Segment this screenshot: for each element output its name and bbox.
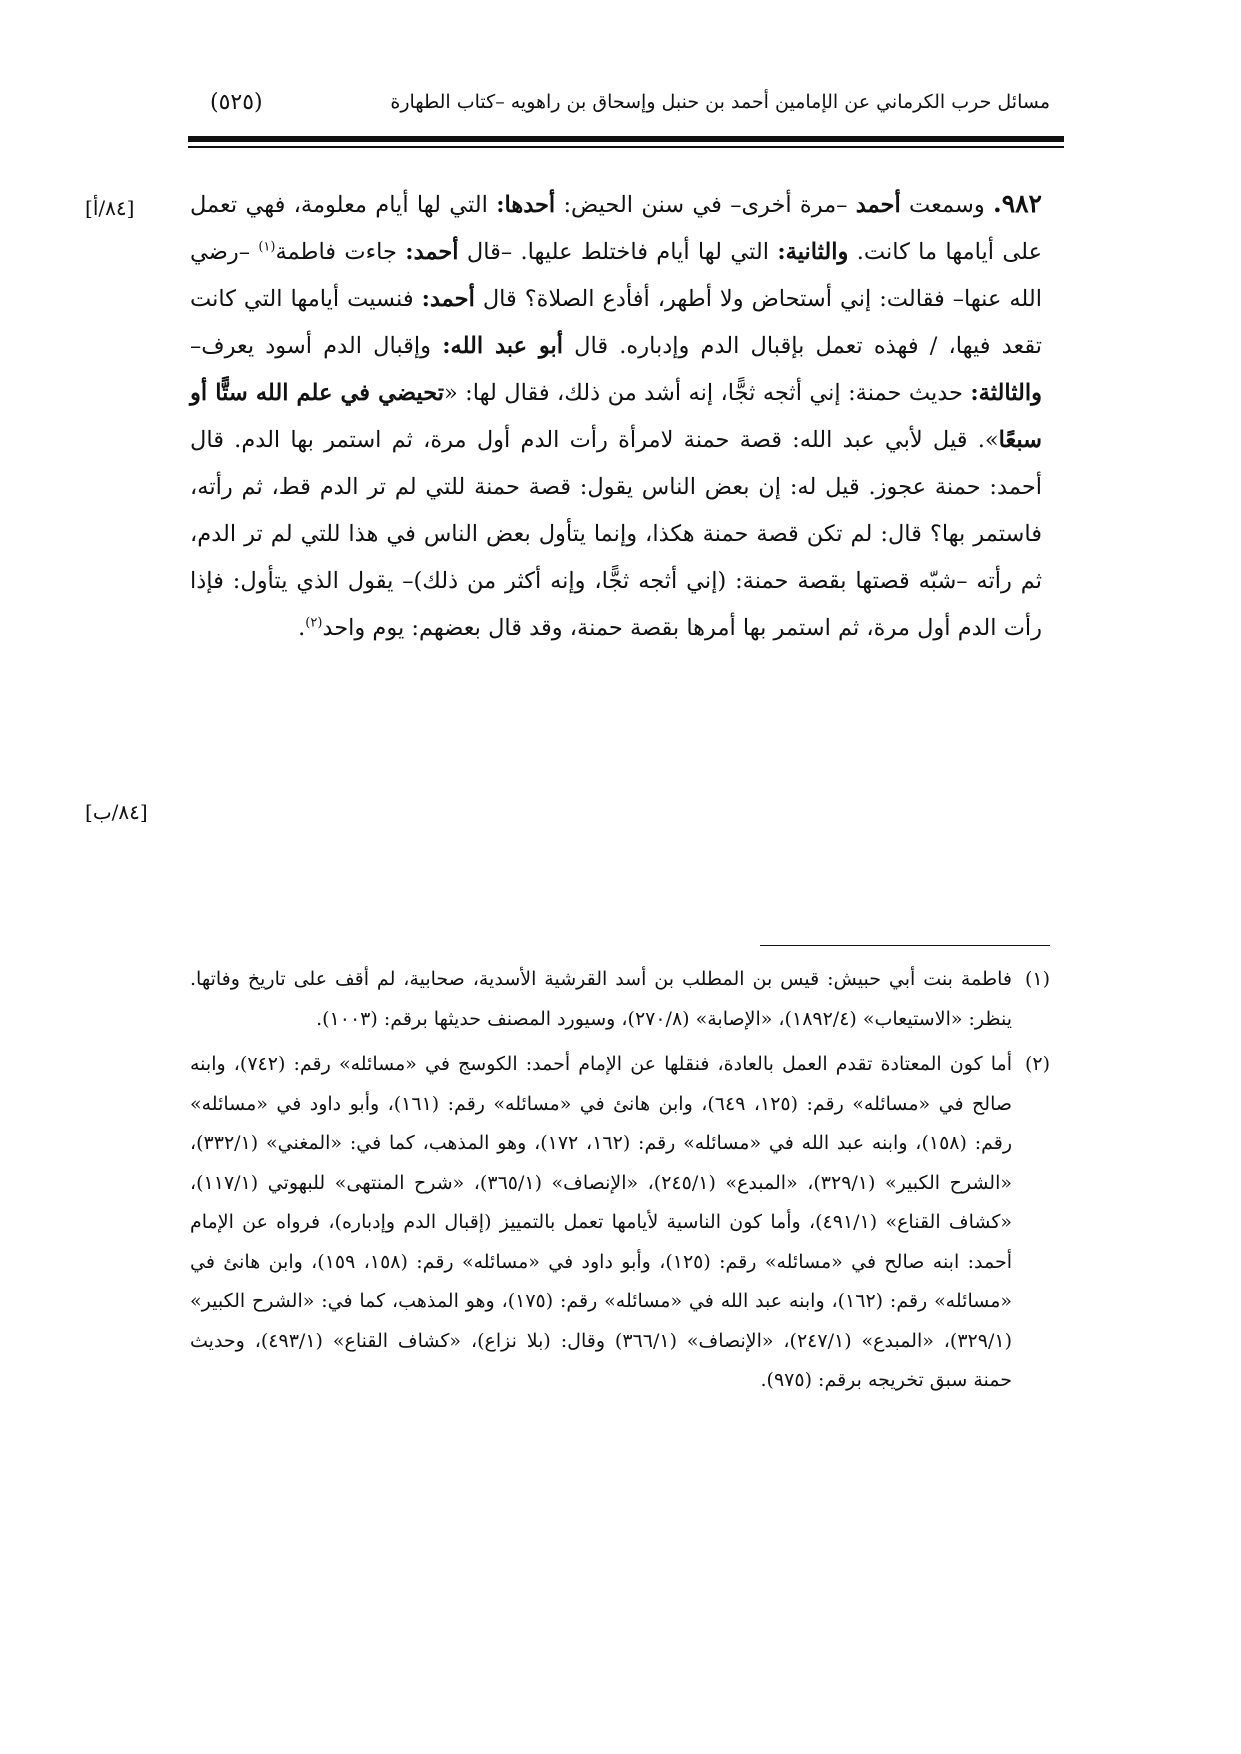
- bold-term: والثانية:: [777, 239, 849, 265]
- footnote-separator: [760, 945, 1050, 946]
- text-segment: جاءت فاطمة: [275, 239, 406, 265]
- footnote-text: فاطمة بنت أبي حبيش: قيس بن المطلب بن أسد القرشية الأسدية، صحابية، لم أقف على تاريخ وفاتها. ينظر: «الاستيعاب» (١٨٩٢/٤)، «الإصابة» (٢٧٠/٨)، وسيورد المصنف حديثها برقم: (١٠٠٣).: [190, 968, 1012, 1030]
- footnote-number: (١): [1024, 968, 1050, 990]
- footnote-ref: (٢): [305, 615, 323, 631]
- issue-paragraph: [190, 180, 1042, 652]
- manuscript-folio-ref-bottom: [٨٤/ب]: [85, 800, 148, 824]
- text-segment: .: [298, 615, 306, 641]
- bold-name: أحمد:: [421, 286, 475, 312]
- page-header: [190, 82, 1050, 122]
- footnotes: [190, 960, 1050, 1407]
- footnote-ref: (١): [258, 239, 276, 255]
- running-title: مسائل حرب الكرماني عن الإمامين أحمد بن حنبل وإسحاق بن راهويه –كتاب الطهارة: [390, 91, 1050, 113]
- text-segment: وإقبال الدم أسود يعرف–: [190, 333, 443, 359]
- text-segment: –مرة أخرى– في سنن الحيض:: [555, 192, 856, 218]
- footnote-text: أما كون المعتادة تقدم العمل بالعادة، فنقلها عن الإمام أحمد: الكوسج في «مسائله» رقم: (٧٤٢)، وابنه صالح في «مسائله» رقم: (١٢٥، ٦٤٩)، وابن هانئ في «مسائله» رقم: (١٦١)، وأبو داود في «مسائله» رقم: (١٥٨)، وابنه عبد الله في «مسائله» رقم: (١٦٢، ١٧٢)، وهو المذهب، كما في: «المغني» (٣٣٢/١)، «الشرح الكبير» (٣٢٩/١)، «المبدع» (٢٤٥/١)، «الإنصاف» (٣٦٥/١)، «شرح المنتهى» للبهوتي (١١٧/١)، «كشاف القناع» (٤٩١/١)، وأما كون الناسية لأيامها تعمل بالتمييز (إقبال الدم وإدباره)، فرواه عن الإمام أحمد: ابنه صالح في «مسائله» رقم: (١٢٥)، وأبو داود في «مسائله» رقم: (١٥٨، ١٥٩)، وابن هانئ في «مسائله» رقم: (١٦٢)، وابنه عبد الله في «مسائله» رقم: (١٧٥)، وهو المذهب، كما في: «الشرح الكبير» (٣٢٩/١)، «المبدع» (٢٤٧/١)، «الإنصاف» (٣٦٦/١) وقال: (بلا نزاع)، «كشاف القناع» (٤٩٣/١)، وحديث حمنة سبق تخريجه برقم: (٩٧٥).: [190, 1053, 1013, 1391]
- bold-name: أحمد:: [405, 239, 459, 265]
- main-text: [190, 180, 1042, 652]
- footnote-number: (٢): [1024, 1053, 1050, 1075]
- page-number: (٥٢٥): [210, 89, 263, 115]
- header-rule-thick: [188, 136, 1064, 142]
- footnote: [190, 960, 1050, 1039]
- text-segment: –رضي الله عنها– فقالت: إني أستحاض ولا أطهر، أفأدع الصلاة؟ قال: [190, 239, 1042, 312]
- text-segment: التي لها أيام معلومة، فهي تعمل على أيامها ما كانت.: [190, 192, 1043, 265]
- bold-name: أبو عبد الله:: [442, 333, 563, 359]
- text-segment: فنسيت أيامها التي كانت تقعد فيها، / فهذه تعمل بإقبال الدم وإدباره. قال: [190, 286, 1042, 359]
- text-segment: حديث حمنة: إني أثجه ثجًّا، إنه أشد من ذلك، فقال لها: «: [443, 380, 971, 406]
- manuscript-folio-ref-top: [٨٤/أ]: [85, 196, 135, 220]
- header-rule-thin: [188, 146, 1064, 148]
- bold-name: أحمد: [855, 192, 901, 218]
- bold-term: أحدها:: [496, 192, 556, 218]
- hadith-quote: تحيضي في علم الله ستًّا أو سبعًا: [190, 380, 1042, 453]
- bold-term: والثالثة:: [970, 380, 1042, 406]
- footnote: [190, 1045, 1050, 1401]
- text-segment: ». قيل لأبي عبد الله: قصة حمنة لامرأة رأت الدم أول مرة، ثم استمر بها الدم. قال أحمد: حمنة عجوز. قيل له: إن بعض الناس يقول: قصة حمنة للتي لم تر الدم قط، ثم رأته، فاستمر بها؟ قال: لم تكن قصة حمنة هكذا، وإنما يتأول بعض الناس في هذا للتي لم تر الدم، ثم رأته –شبّه قصتها بقصة حمنة: (إني أثجه ثجًّا، وإنه أكثر من ذلك)– يقول الذي يتأول: فإذا رأت الدم أول مرة، ثم استمر بها أمرها بقصة حمنة، وقد قال بعضهم: يوم واحد: [190, 427, 1042, 641]
- text-segment: التي لها أيام فاختلط عليها. –قال: [458, 239, 778, 265]
- text-segment: وسمعت: [900, 192, 993, 218]
- issue-number: ٩٨٢.: [992, 189, 1042, 218]
